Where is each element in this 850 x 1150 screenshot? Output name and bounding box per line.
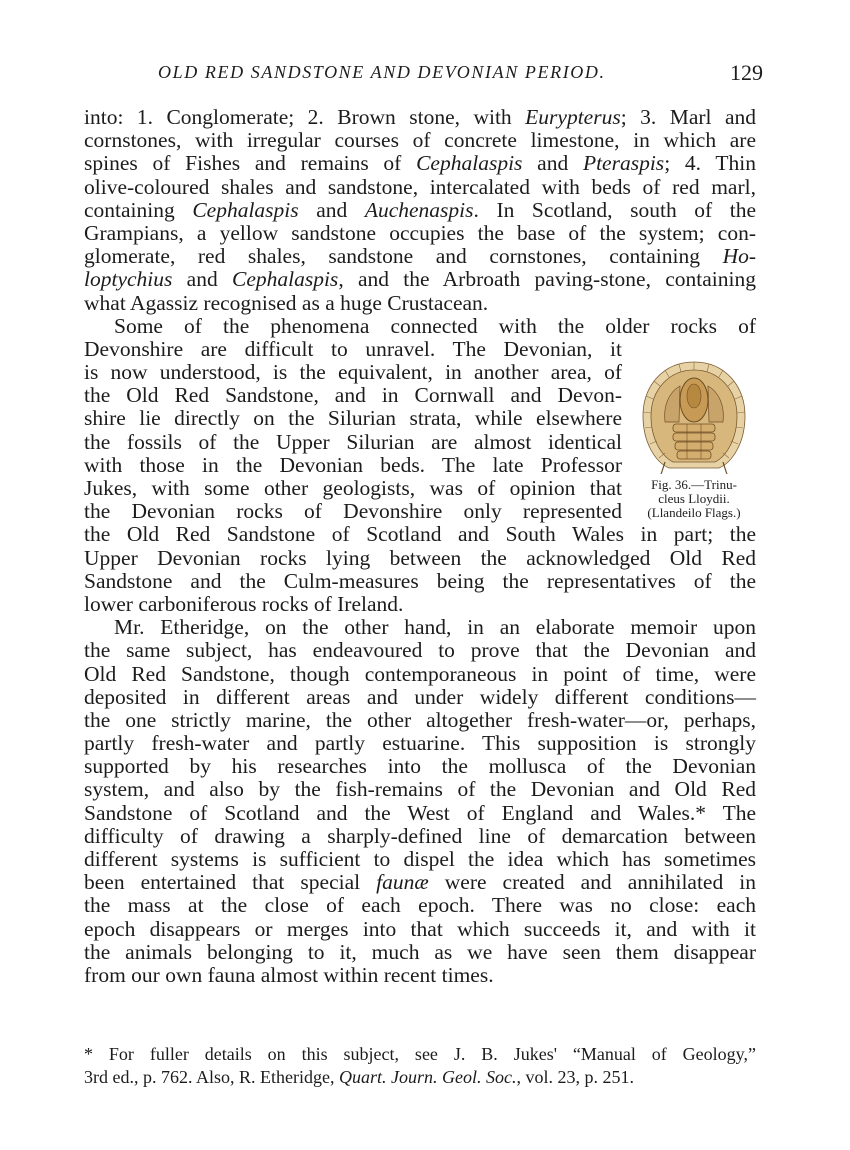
text-line: difficulty of drawing a sharply-defined line of demarcation between	[84, 823, 756, 848]
body-text	[84, 106, 756, 987]
text-run: glomerate, red shales, sandstone and cornstones, containing	[84, 244, 723, 269]
text-line: the Devonian rocks of Devonshire only represented	[84, 499, 622, 524]
text-line: olive-coloured shales and sandstone, intercalated with beds of red marl,	[84, 174, 756, 199]
text-line: is now understood, is the equivalent, in another area, of	[84, 360, 622, 385]
emphasis: faunæ	[376, 870, 429, 895]
text-line: different systems is sufficient to dispel the idea which has sometimes	[84, 847, 756, 871]
text-line	[84, 199, 756, 222]
footnote-line	[84, 1065, 756, 1088]
genus-name: Cephalaspis	[192, 197, 299, 222]
running-title: OLD RED SANDSTONE AND DEVONIAN PERIOD.	[158, 62, 606, 82]
text-run: ; 4. Thin	[664, 151, 756, 176]
text-run: containing	[84, 197, 193, 222]
text-line: lower carboniferous rocks of Ireland.	[84, 591, 404, 616]
text-line: Grampians, a yellow sandstone occupies the base of the system; con-	[84, 220, 756, 245]
text-line: with those in the Devonian beds. The late Professor	[84, 452, 622, 477]
text-line: partly fresh-water and partly estuarine. This supposition is strongly	[84, 731, 756, 756]
genus-name: Auchenaspis	[364, 197, 474, 222]
text-run: into: 1. Conglomerate; 2. Brown stone, with	[84, 105, 526, 129]
text-line: Devonshire are difficult to unravel. The Devonian, it	[84, 336, 622, 361]
text-line: Jukes, with some other geologists, was of opinion that	[84, 476, 622, 500]
text-line: Upper Devonian rocks lying between the acknowledged Old Red	[84, 545, 756, 570]
footnote	[84, 1042, 756, 1088]
text-line: Some of the phenomena connected with the older rocks of	[114, 313, 756, 338]
text-line: Mr. Etheridge, on the other hand, in an elaborate memoir upon	[114, 615, 756, 640]
text-line: shire lie directly on the Silurian strata, while elsewhere	[84, 406, 622, 431]
text-line: supported by his researches into the mollusca of the Devonian	[84, 754, 756, 779]
figure-caption	[632, 478, 756, 520]
footnote-line: * For fuller details on this subject, see J. B. Jukes' “Manual of Geology,”	[84, 1044, 756, 1064]
genus-name: Ho-	[722, 244, 756, 269]
text-line: deposited in different areas and under widely different conditions—	[84, 684, 756, 709]
text-line: the fossils of the Upper Silurian are almost identical	[84, 429, 622, 454]
text-line	[84, 871, 756, 894]
journal-title: Quart. Journ. Geol. Soc.	[338, 1067, 517, 1088]
text-line: Sandstone and the Culm-measures being the representatives of the	[84, 568, 756, 593]
text-run: and	[172, 267, 232, 292]
text-line: the Old Red Sandstone, and in Cornwall and Devon-	[84, 383, 622, 408]
running-head	[0, 60, 850, 92]
text-line: cornstones, with irregular courses of concrete limestone, in which are	[84, 128, 756, 153]
text-line: system, and also by the fish-remains of the Devonian and Old Red	[84, 777, 756, 802]
genus-name: loptychius	[84, 267, 173, 292]
text-line: Old Red Sandstone, though contemporaneous in point of time, were	[84, 661, 756, 686]
text-run: were created and annihilated in	[428, 870, 756, 895]
text-run: , vol. 23, p. 251.	[516, 1067, 634, 1088]
text-line: the Old Red Sandstone of Scotland and South Wales in part; the	[84, 522, 756, 547]
figure-caption-line: (Llandeilo Flags.)	[647, 505, 741, 520]
text-line: epoch disappears or merges into that which succeeds it, and with it	[84, 916, 756, 941]
text-line: what Agassiz recognised as a huge Crustacean.	[84, 290, 489, 315]
figure-36	[632, 356, 756, 532]
text-run: and	[298, 197, 365, 222]
genus-name: Cephalaspis	[416, 151, 523, 176]
text-line: the mass at the close of each epoch. There was no close: each	[84, 893, 756, 918]
text-line: the same subject, has endeavoured to prove that the Devonian and	[84, 638, 756, 663]
text-run: ; 3. Marl and	[620, 105, 757, 129]
text-line	[84, 268, 756, 291]
genus-name: Eurypterus	[525, 105, 621, 129]
figure-caption-line: Fig. 36.—Trinu-	[651, 477, 737, 492]
figure-caption-line: cleus Lloydii.	[658, 491, 730, 506]
text-line: from our own fauna almost within recent times.	[84, 962, 494, 987]
genus-name: Pteraspis	[582, 151, 665, 176]
text-line: the one strictly marine, the other altogether fresh-water—or, perhaps,	[84, 707, 756, 732]
text-run: 3rd ed., p. 762. Also, R. Etheridge,	[84, 1067, 339, 1088]
trilobite-fossil-icon	[635, 356, 753, 474]
text-run: , and the Arbroath paving-stone, containing	[338, 267, 756, 292]
text-line	[84, 245, 756, 268]
text-run: . In Scotland, south of the	[473, 197, 756, 222]
text-run: been entertained that special	[84, 870, 377, 895]
text-run: spines of Fishes and remains of	[84, 151, 417, 176]
genus-name: Cephalaspis	[231, 267, 339, 292]
text-line	[84, 106, 756, 129]
page-number: 129	[730, 60, 763, 85]
text-line: the animals belonging to it, much as we have seen them disappear	[84, 939, 756, 964]
text-line: Sandstone of Scotland and the West of England and Wales.* The	[84, 800, 756, 825]
text-run: and	[522, 151, 583, 176]
text-line	[84, 152, 756, 175]
